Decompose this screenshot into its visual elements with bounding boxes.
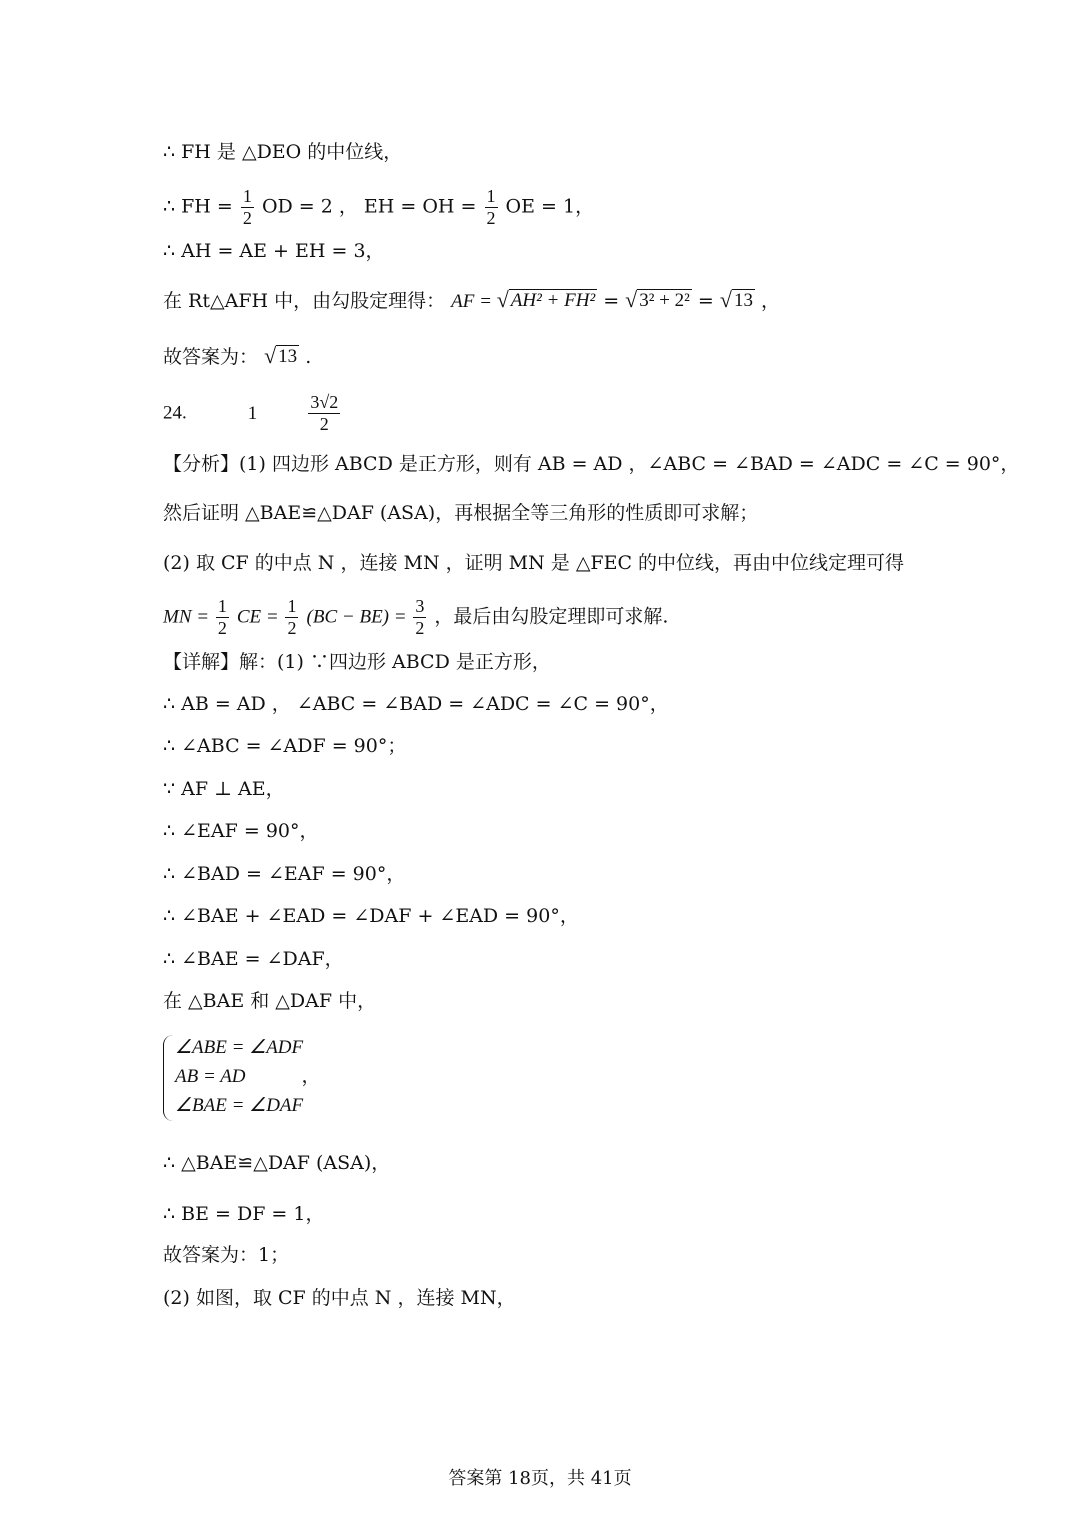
text-segment: . <box>305 346 312 368</box>
analysis-line-4 <box>163 596 668 639</box>
denominator: 2 <box>287 618 297 638</box>
detail-line-9: 在 △BAE 和 △DAF 中， <box>163 990 377 1012</box>
text-segment: ，最后由勾股定理即可求解. <box>434 605 669 628</box>
detail-line-13: (2) 如图，取 CF 的中点 N ，连接 MN， <box>163 1287 516 1309</box>
answer-2-fraction <box>308 392 340 435</box>
analysis-line-2: 然后证明 △BAE≌△DAF (ASA)，再根据全等三角形的性质即可求解； <box>163 502 759 524</box>
square-root <box>264 345 299 368</box>
system-row-2 <box>175 1062 321 1091</box>
question-24-line <box>163 392 342 435</box>
text-segment: OD = 2 ， EH = OH = <box>261 195 483 218</box>
numerator: 1 <box>242 186 252 206</box>
text-segment: = <box>603 290 626 312</box>
analysis-line-3: (2) 取 CF 的中点 N ，连接 MN ，证明 MN 是 △FEC 的中位线，再由中位线定理可得 <box>163 552 905 574</box>
denominator: 2 <box>319 414 329 434</box>
text-segment: CE = <box>236 606 284 628</box>
square-root <box>497 289 597 312</box>
radical-sign: √ <box>496 287 509 312</box>
fraction-one-half <box>241 186 254 229</box>
denominator: 2 <box>415 618 425 638</box>
numerator: 3 <box>415 596 425 616</box>
detail-line-7: ∴ ∠BAE + ∠EAD = ∠DAF + ∠EAD = 90°， <box>163 905 579 927</box>
radicand: 3² + 2² <box>639 290 690 311</box>
text-segment: (BC − BE) = <box>306 606 412 628</box>
text-segment: OE = 1， <box>505 195 595 218</box>
text-segment: 故答案为： <box>163 346 259 368</box>
detail-line-2: ∴ AB = AD ， ∠ABC = ∠BAD = ∠ADC = ∠C = 90°， <box>163 693 669 715</box>
text-line-5 <box>163 345 311 369</box>
system-row-3: ∠BAE = ∠DAF <box>175 1095 304 1116</box>
text-line-1: ∴ FH 是 △DEO 的中位线， <box>163 141 403 163</box>
square-root <box>625 289 692 312</box>
radicand: 13 <box>278 346 298 367</box>
numerator: 1 <box>217 596 227 616</box>
text-segment: = <box>697 290 720 312</box>
detail-line-8: ∴ ∠BAE = ∠DAF， <box>163 948 344 970</box>
analysis-line-1: 【分析】(1) 四边形 ABCD 是正方形，则有 AB = AD ，∠ABC = ∠BAD = ∠ADC = ∠C = 90°， <box>163 453 1020 475</box>
page-footer: 答案第 18页，共 41页 <box>448 1468 632 1489</box>
text-segment: 在 Rt△AFH 中，由勾股定理得： <box>163 290 446 312</box>
system-row-1: ∠ABE = ∠ADF <box>175 1037 304 1058</box>
text-line-4 <box>163 289 780 314</box>
text-segment: ∴ FH = <box>163 195 239 218</box>
detail-line-1: 【详解】解：(1) ∵四边形 ABCD 是正方形， <box>163 651 551 673</box>
fraction-one-half <box>285 596 298 639</box>
detail-line-6: ∴ ∠BAD = ∠EAF = 90°， <box>163 863 406 885</box>
question-number: 24. <box>163 402 187 424</box>
system-row-2-text: AB = AD <box>175 1066 246 1087</box>
system-rows <box>175 1033 321 1120</box>
detail-line-3: ∴ ∠ABC = ∠ADF = 90°； <box>163 735 407 757</box>
fraction-three-halves <box>413 596 426 639</box>
text-line-3: ∴ AH = AE + EH = 3， <box>163 240 385 262</box>
square-root <box>720 289 755 312</box>
text-segment: ， <box>761 290 781 312</box>
detail-line-12: 故答案为：1； <box>163 1244 290 1266</box>
radical-sign: √ <box>719 287 732 312</box>
denominator: 2 <box>242 208 252 228</box>
fraction-one-half <box>485 186 498 229</box>
radical-sign: √ <box>625 287 638 312</box>
text-segment: MN = <box>163 606 214 628</box>
text-segment: AF = <box>451 291 497 312</box>
detail-line-4: ∵ AF ⊥ AE， <box>163 778 285 800</box>
radicand: 13 <box>733 290 753 311</box>
detail-line-11: ∴ BE = DF = 1， <box>163 1203 325 1225</box>
detail-line-10: ∴ △BAE≌△DAF (ASA)， <box>163 1152 391 1174</box>
numerator: 3√2 <box>310 392 339 412</box>
answer-1: 1 <box>247 402 258 424</box>
numerator: 1 <box>287 596 297 616</box>
left-brace <box>163 1035 174 1121</box>
fraction-one-half <box>216 596 229 639</box>
radicand: AH² + FH² <box>510 290 596 311</box>
detail-line-5: ∴ ∠EAF = 90°， <box>163 820 319 842</box>
denominator: 2 <box>486 208 496 228</box>
numerator: 1 <box>486 186 496 206</box>
system-comma: ， <box>301 1066 321 1087</box>
text-line-2 <box>163 186 594 229</box>
radical-sign: √ <box>264 343 277 368</box>
denominator: 2 <box>217 618 227 638</box>
